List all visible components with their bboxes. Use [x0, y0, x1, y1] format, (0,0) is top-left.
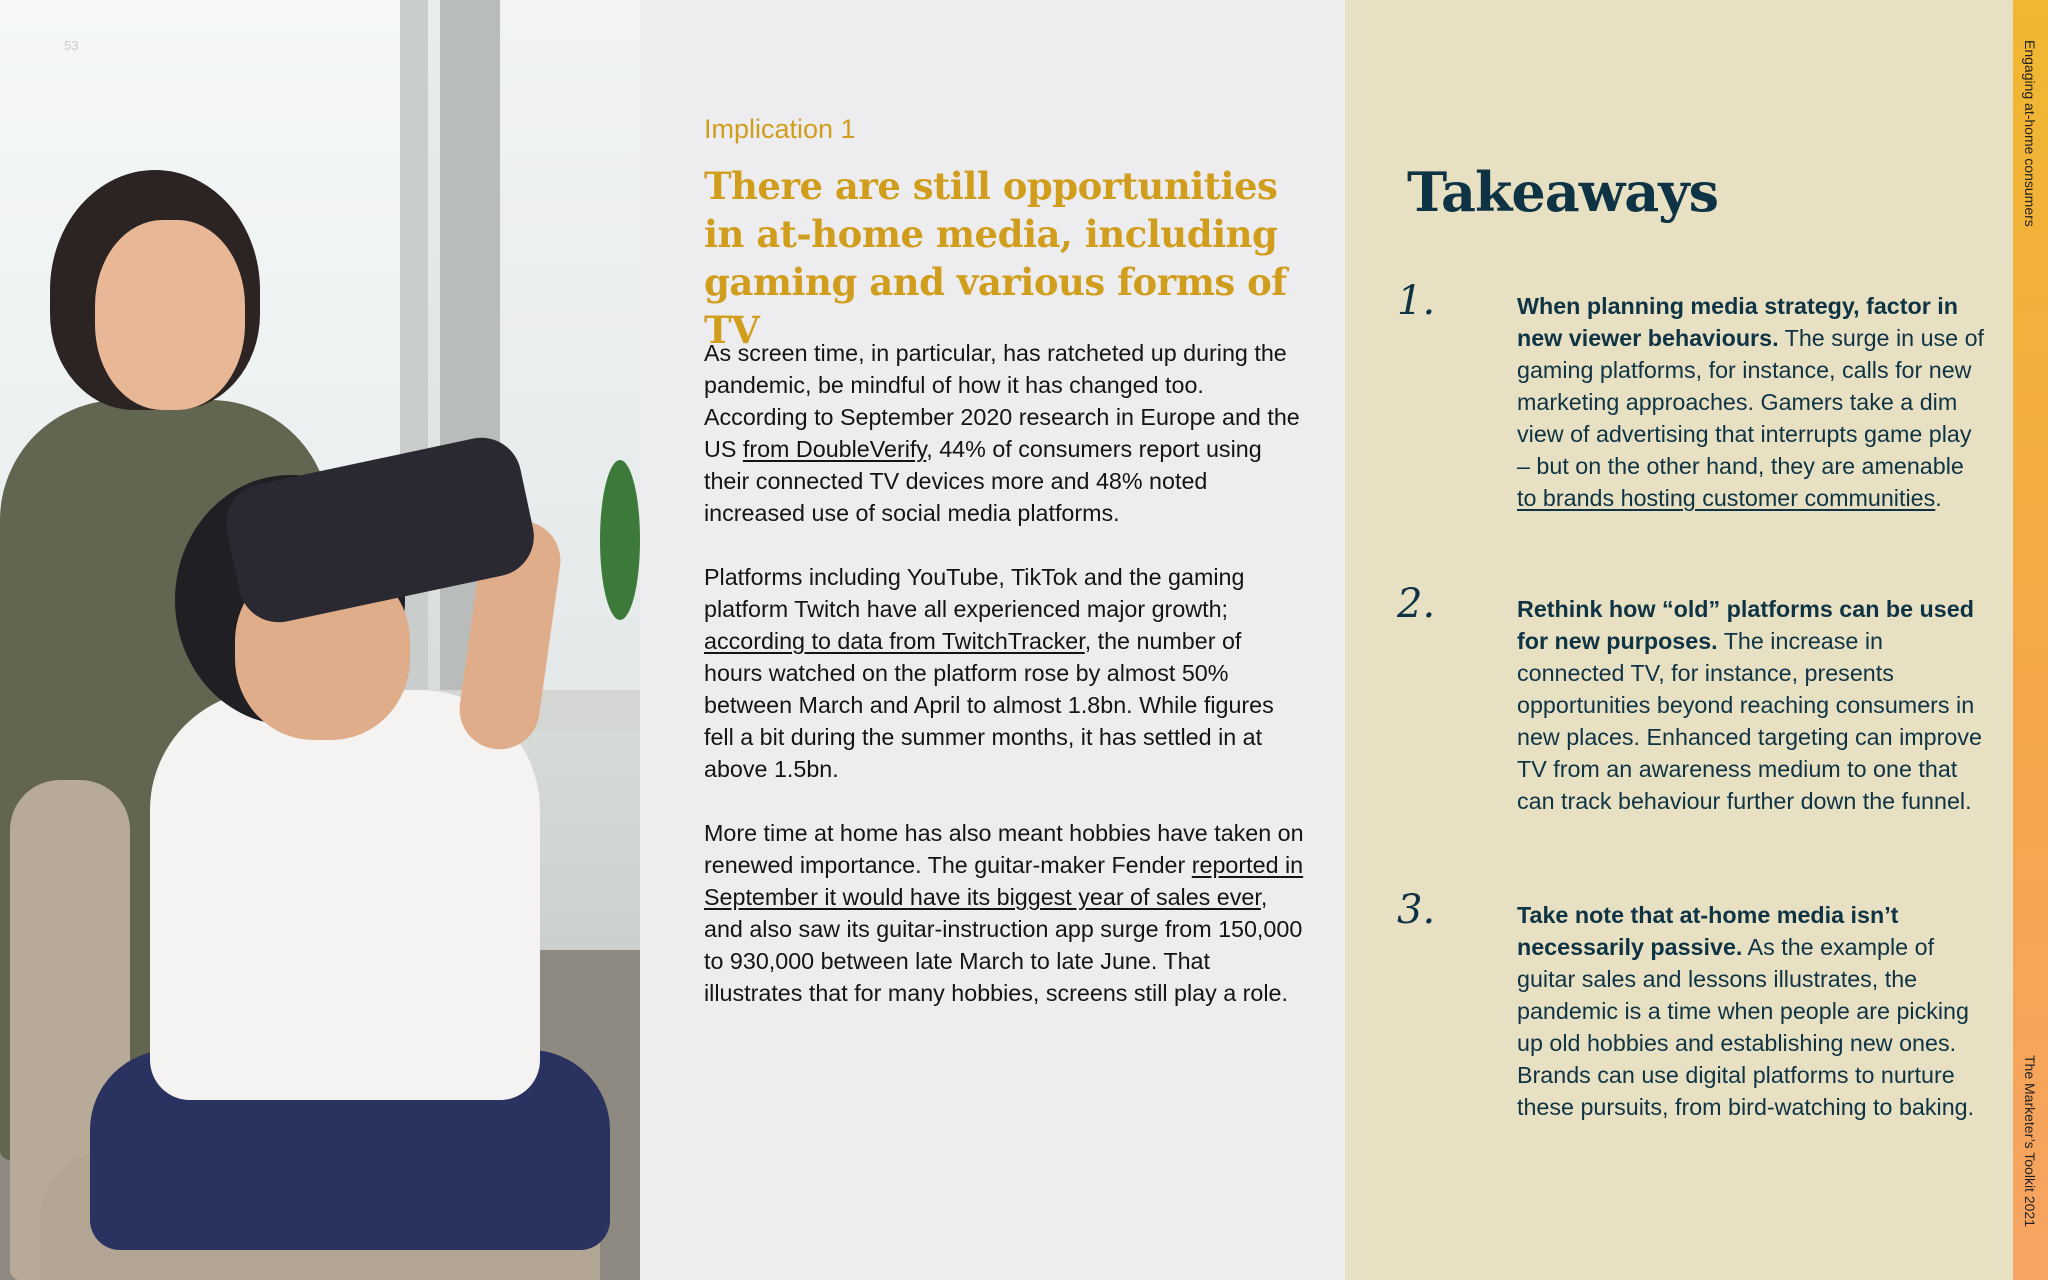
body-paragraph — [704, 337, 1304, 529]
takeaway-body: The increase in connected TV, for instance, presents opportunities beyond reaching consumers in new places. Enhanced targeting can improve TV from an awareness medium to one that can track behaviour further down the funnel. — [1517, 628, 1982, 814]
implication-kicker: Implication 1 — [704, 114, 856, 144]
children-vr-photo — [0, 0, 640, 1280]
brand-communities-link[interactable]: to brands hosting customer communities — [1517, 485, 1936, 511]
body-text — [704, 337, 1304, 1041]
paragraph-text: As screen time, in particular, has ratcheted up during the pandemic, be mindful of how it has changed too. According to September 2020 research in Europe and the US — [704, 340, 1300, 462]
headline-line: There are still opportunities — [704, 164, 1278, 208]
paragraph-text: Platforms including YouTube, TikTok and the gaming platform Twitch have all experienced major growth; — [704, 564, 1245, 622]
takeaway-number: 1. — [1397, 278, 1436, 324]
paragraph-text: , and also saw its guitar-instruction app surge from 150,000 to 930,000 between late March to late June. That illustrates that for many hobbies, screens still play a role. — [704, 884, 1303, 1006]
takeaways-title: Takeaways — [1407, 160, 1719, 224]
plant — [600, 460, 640, 620]
takeaway-number: 3. — [1397, 887, 1436, 933]
takeaway-body: The surge in use of gaming platforms, for instance, calls for new marketing approaches. Gamers take a dim view of advertising that interrupts game play – but on the other hand, they are amenable — [1517, 325, 1985, 479]
takeaway-text — [1517, 899, 1987, 1123]
body-paragraph — [704, 817, 1304, 1009]
headline-line: in at-home media, including — [704, 212, 1278, 256]
doubleverify-link[interactable]: from DoubleVerify — [742, 436, 927, 462]
side-strip — [2013, 0, 2048, 1280]
twitchtracker-link[interactable]: according to data from TwitchTracker — [704, 628, 1085, 654]
takeaway-text — [1517, 593, 1987, 817]
takeaway-body: As the example of guitar sales and lessons illustrates, the pandemic is a time when people are picking up old hobbies and establishing new ones. Brands can use digital platforms to nurture these pursuits, from bird-watching to baking. — [1517, 934, 1975, 1120]
paragraph-text: , the number of hours watched on the platform rose by almost 50% between March and April to almost 1.8bn. While figures fell a bit during the summer months, it has settled in at above 1.5bn. — [704, 628, 1274, 782]
paragraph-text: , 44% of consumers report using their connected TV devices more and 48% noted increased use of social media platforms. — [704, 436, 1262, 526]
girl-face — [95, 220, 245, 410]
publication-label: The Marketer’s Toolkit 2021 — [2022, 1055, 2038, 1227]
fender-sales-link[interactable]: reported in September it would have its biggest year of sales ever — [704, 852, 1304, 910]
headline-line: gaming and various forms of TV — [704, 260, 1287, 352]
body-paragraph — [704, 561, 1304, 785]
takeaway-lead: When planning media strategy, factor in new viewer behaviours. — [1517, 293, 1958, 351]
paragraph-text: More time at home has also meant hobbies have taken on renewed importance. The guitar-maker Fender — [704, 820, 1304, 878]
boy-shirt — [150, 690, 540, 1100]
section-label: Engaging at-home consumers — [2022, 40, 2038, 227]
implication-headline — [704, 162, 1344, 354]
takeaway-lead: Rethink how “old” platforms can be used for new purposes. — [1517, 596, 1974, 654]
takeaway-text — [1517, 290, 1987, 514]
takeaway-lead: Take note that at-home media isn’t necessarily passive. — [1517, 902, 1899, 960]
takeaway-body: . — [1935, 485, 1942, 511]
takeaways-panel — [1345, 0, 2013, 1280]
takeaway-number: 2. — [1397, 581, 1436, 627]
page-number: 53 — [64, 38, 79, 53]
